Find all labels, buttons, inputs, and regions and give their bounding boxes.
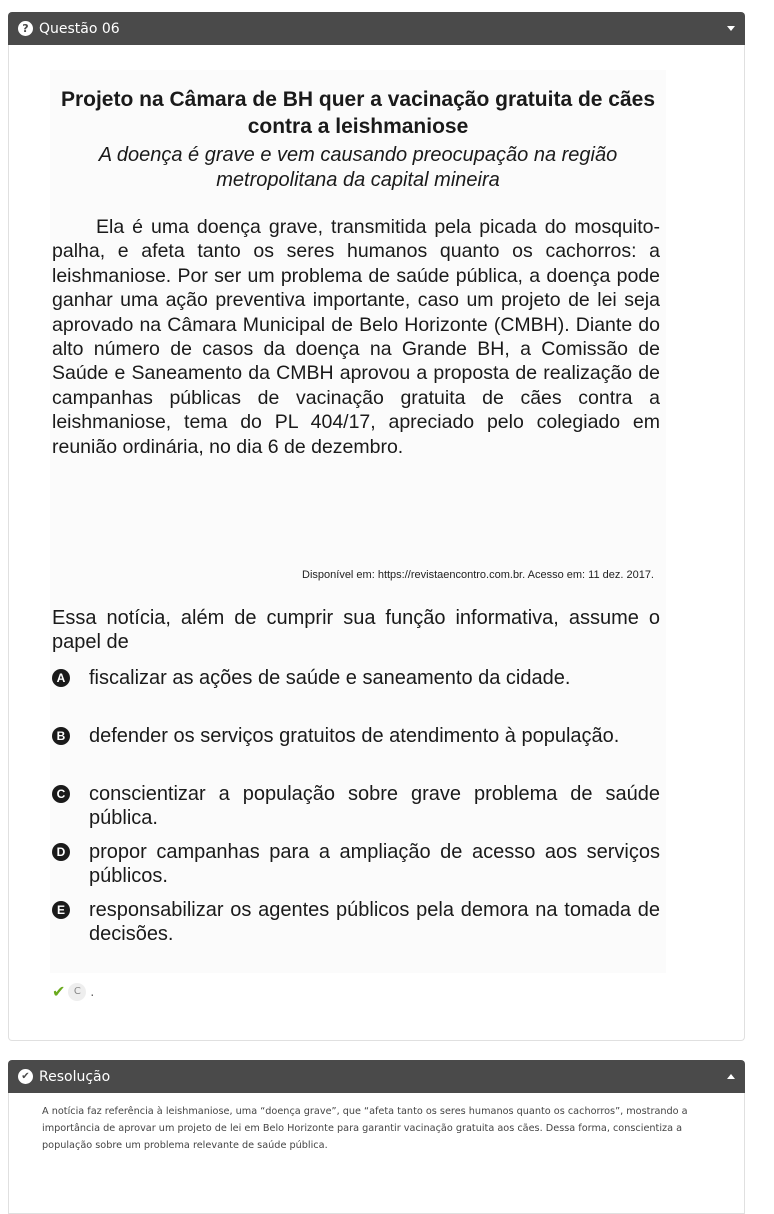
option-d xyxy=(52,840,660,888)
option-text: responsabilizar os agentes públicos pela demora na tomada de decisões. xyxy=(89,899,660,945)
option-text: defender os serviços gratuitos de atendimento à população. xyxy=(89,725,620,747)
option-letter-badge: E xyxy=(52,901,70,919)
chevron-down-icon[interactable] xyxy=(727,26,735,31)
option-b xyxy=(52,724,660,748)
question-stem: Essa notícia, além de cumprir sua função informativa, assume o papel de xyxy=(52,607,660,653)
option-text: conscientizar a população sobre grave problema de saúde pública. xyxy=(89,783,660,829)
article-headline: Projeto na Câmara de BH quer a vacinação gratuita de cães contra a leishmaniose xyxy=(60,88,656,138)
article-subtitle: A doença é grave e vem causando preocupação na região metropolitana da capital mineira xyxy=(98,144,618,191)
answer-letter: C xyxy=(68,983,86,1001)
question-content xyxy=(50,70,666,973)
option-letter-badge: A xyxy=(52,669,70,687)
option-letter-badge: B xyxy=(52,727,70,745)
chevron-up-icon[interactable] xyxy=(727,1074,735,1079)
option-text: propor campanhas para a ampliação de acesso aos serviços públicos. xyxy=(89,841,660,887)
resolution-panel-title: Resolução xyxy=(39,1068,111,1085)
question-circle-icon: ? xyxy=(18,21,33,36)
answer-indicator xyxy=(52,982,94,1001)
question-panel-header[interactable] xyxy=(8,12,745,45)
option-c xyxy=(52,782,660,830)
option-a xyxy=(52,666,660,690)
option-e xyxy=(52,898,660,946)
question-panel-title: Questão 06 xyxy=(39,20,120,37)
article-body: Ela é uma doença grave, transmitida pela picada do mosquito-palha, e afeta tanto os seres humanos quanto os cachorros: a leishmaniose. Por ser um problema de saúde pública, a doença pode ganhar uma ação preventiva importante, caso um projeto de lei seja aprovado na Câmara Municipal de Belo Horizonte (CMBH). Diante do alto número de casos da doença na Grande BH, a Comissão de Saúde e Saneamento da CMBH aprovou a proposta de realização de campanhas públicas de vacinação gratuita de cães contra a leishmaniose, tema do PL 404/17, apreciado pelo colegiado em reunião ordinária, no dia 6 de dezembro. xyxy=(52,216,660,458)
answer-suffix: . xyxy=(90,984,95,999)
check-circle-icon: ✔ xyxy=(18,1069,33,1084)
resolution-text: A notícia faz referência à leishmaniose, uma “doença grave”, que “afeta tanto os seres humanos quanto os cachorros”, mostrando a importância de aprovar um projeto de lei em Belo Horizonte para garantir vacinação gratuita aos cães. Dessa forma, conscientiza a população sobre um problema relevante de saúde pública. xyxy=(42,1106,688,1151)
check-icon: ✔ xyxy=(52,982,66,1001)
option-text: fiscalizar as ações de saúde e saneamento da cidade. xyxy=(89,667,571,689)
article-source: Disponível em: https://revistaencontro.com.br. Acesso em: 11 dez. 2017. xyxy=(302,569,654,581)
option-letter-badge: D xyxy=(52,843,70,861)
resolution-panel-header[interactable] xyxy=(8,1060,745,1093)
option-letter-badge: C xyxy=(52,785,70,803)
